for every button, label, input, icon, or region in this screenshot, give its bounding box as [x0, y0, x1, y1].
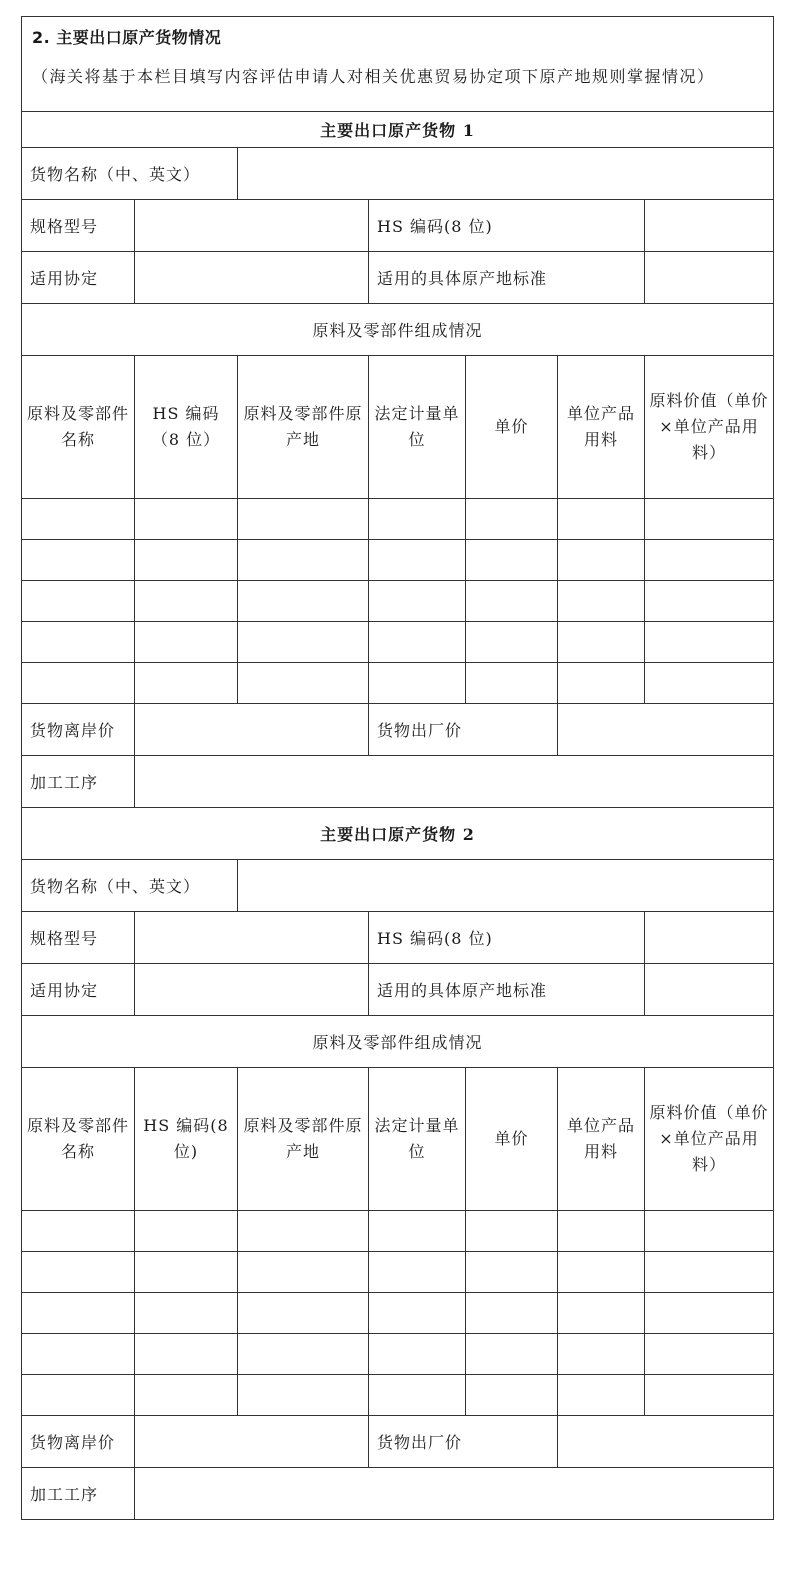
goods-1-materials-title: 原料及零部件组成情况	[22, 304, 774, 356]
section-header	[22, 17, 774, 112]
goods-1-origin-standard-field[interactable]	[645, 252, 774, 304]
table-row[interactable]	[22, 663, 774, 704]
table-row[interactable]	[22, 1334, 774, 1375]
goods-2-fob-field[interactable]	[135, 1416, 369, 1468]
goods-2-name-label: 货物名称（中、英文）	[22, 860, 238, 912]
section-title: 2. 主要出口原产货物情况	[32, 28, 222, 47]
table-row[interactable]	[22, 622, 774, 663]
col-unit-price: 单价	[466, 356, 558, 499]
goods-1-fob-field[interactable]	[135, 704, 369, 756]
col-material-value: 原料价值（单价×单位产品用料）	[645, 1068, 774, 1211]
table-row[interactable]	[22, 581, 774, 622]
goods-2-origin-standard-label: 适用的具体原产地标准	[369, 964, 645, 1016]
goods-2-exw-field[interactable]	[558, 1416, 774, 1468]
table-row[interactable]	[22, 1211, 774, 1252]
table-row[interactable]	[22, 540, 774, 581]
goods-2-exw-label: 货物出厂价	[369, 1416, 558, 1468]
goods-2-hs-field[interactable]	[645, 912, 774, 964]
col-material-name: 原料及零部件名称	[22, 356, 135, 499]
goods-1-origin-standard-label: 适用的具体原产地标准	[369, 252, 645, 304]
goods-2-fob-label: 货物离岸价	[22, 1416, 135, 1468]
section-header-row	[22, 17, 774, 112]
goods-1-process-label: 加工工序	[22, 756, 135, 808]
goods-2-agreement-field[interactable]	[135, 964, 369, 1016]
col-material-name: 原料及零部件名称	[22, 1068, 135, 1211]
col-unit-price: 单价	[466, 1068, 558, 1211]
col-material-value: 原料价值（单价×单位产品用料）	[645, 356, 774, 499]
goods-2-materials-header	[22, 1068, 774, 1211]
goods-2-process-field[interactable]	[135, 1468, 774, 1520]
goods-2-process-label: 加工工序	[22, 1468, 135, 1520]
col-hs-code: HS 编码(8 位)	[135, 1068, 238, 1211]
goods-1-materials-header	[22, 356, 774, 499]
table-row[interactable]	[22, 1375, 774, 1416]
col-usage: 单位产品用料	[558, 356, 645, 499]
goods-1-hs-label: HS 编码(8 位)	[369, 200, 645, 252]
goods-1-agreement-field[interactable]	[135, 252, 369, 304]
col-usage: 单位产品用料	[558, 1068, 645, 1211]
col-unit: 法定计量单位	[369, 356, 466, 499]
goods-2-hs-label: HS 编码(8 位)	[369, 912, 645, 964]
goods-1-name-label: 货物名称（中、英文）	[22, 148, 238, 200]
goods-1-exw-field[interactable]	[558, 704, 774, 756]
col-material-origin: 原料及零部件原产地	[238, 356, 369, 499]
goods-2-agreement-label: 适用协定	[22, 964, 135, 1016]
table-row[interactable]	[22, 1252, 774, 1293]
goods-1-hs-field[interactable]	[645, 200, 774, 252]
table-row[interactable]	[22, 499, 774, 540]
goods-1-name-field[interactable]	[238, 148, 774, 200]
col-material-origin: 原料及零部件原产地	[238, 1068, 369, 1211]
goods-2-name-field[interactable]	[238, 860, 774, 912]
goods-1-agreement-label: 适用协定	[22, 252, 135, 304]
section-note: （海关将基于本栏目填写内容评估申请人对相关优惠贸易协定项下原产地规则掌握情况）	[32, 67, 715, 86]
goods-1-spec-label: 规格型号	[22, 200, 135, 252]
goods-2-spec-label: 规格型号	[22, 912, 135, 964]
goods-1-fob-label: 货物离岸价	[22, 704, 135, 756]
goods-1-exw-label: 货物出厂价	[369, 704, 558, 756]
goods-2-spec-field[interactable]	[135, 912, 369, 964]
table-row[interactable]	[22, 1293, 774, 1334]
form-page	[21, 16, 773, 1520]
goods-2-heading: 主要出口原产货物 2	[22, 808, 774, 860]
goods-1-process-field[interactable]	[135, 756, 774, 808]
goods-2-materials-title: 原料及零部件组成情况	[22, 1016, 774, 1068]
col-unit: 法定计量单位	[369, 1068, 466, 1211]
goods-2-origin-standard-field[interactable]	[645, 964, 774, 1016]
col-hs-code: HS 编码（8 位）	[135, 356, 238, 499]
goods-1-heading: 主要出口原产货物 1	[22, 112, 774, 148]
origin-goods-table	[21, 16, 774, 1520]
goods-1-spec-field[interactable]	[135, 200, 369, 252]
